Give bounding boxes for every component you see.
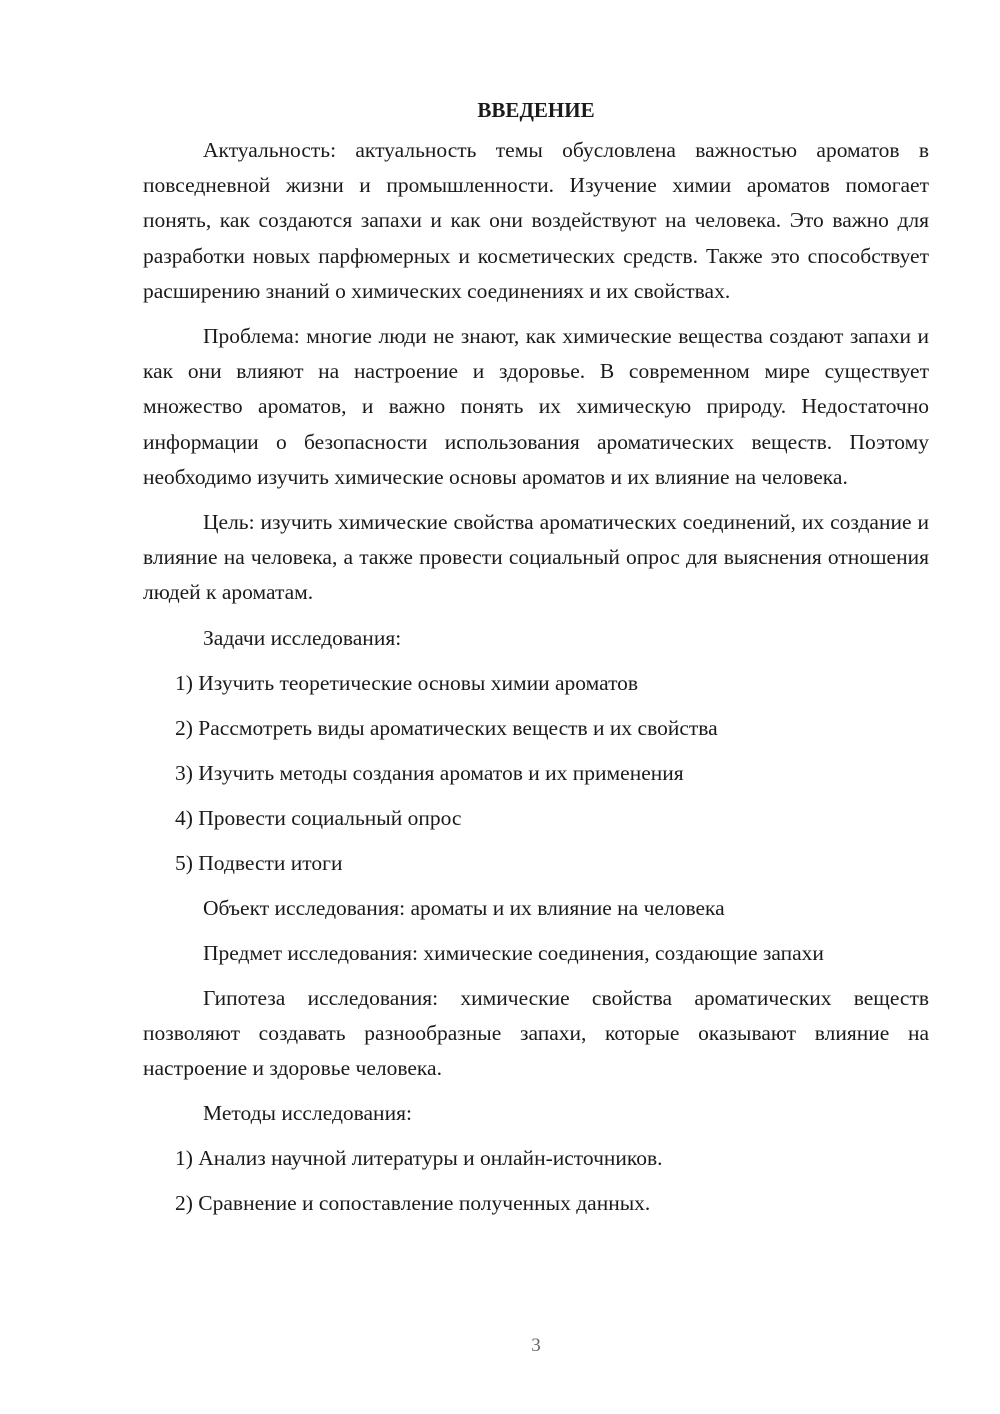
list-item: 5) Подвести итоги xyxy=(175,850,343,875)
list-item: 2) Рассмотреть виды ароматических веществ и их свойства xyxy=(175,715,718,740)
tasks-list xyxy=(143,666,929,881)
list-item: 3) Изучить методы создания ароматов и их применения xyxy=(175,760,684,785)
document-page xyxy=(143,95,929,1231)
goal-paragraph: Цель: изучить химические свойства ароматических соединений, их создание и влияние на человека, а также провести социальный опрос для выяснения отношения людей к ароматам. xyxy=(143,510,929,605)
list-item: 4) Провести социальный опрос xyxy=(175,805,462,830)
list-item: 1) Изучить теоретические основы химии ароматов xyxy=(175,670,639,695)
tasks-heading: Задачи исследования: xyxy=(203,625,402,650)
object-paragraph: Объект исследования: ароматы и их влияние на человека xyxy=(203,895,725,920)
list-item: 1) Анализ научной литературы и онлайн-источников. xyxy=(175,1146,663,1171)
page-number: 3 xyxy=(531,1335,541,1356)
hypothesis-paragraph: Гипотеза исследования: химические свойства ароматических веществ позволяют создавать разнообразные запахи, которые оказывают влияние на настроение и здоровье человека. xyxy=(143,985,929,1081)
methods-heading: Методы исследования: xyxy=(203,1101,412,1126)
methods-list xyxy=(143,1141,929,1221)
subject-paragraph: Предмет исследования: химические соединения, создающие запахи xyxy=(203,940,824,965)
relevance-paragraph: Актуальность: актуальность темы обусловлена важностью ароматов в повседневной жизни и промышленности. Изучение химии ароматов помогает понять, как создаются запахи и как они воздействуют на человека. Это важно для разработки новых парфюмерных и косметических средств. Также это способствует расширению знаний о химических соединениях и их свойствах. xyxy=(143,138,929,303)
problem-paragraph: Проблема: многие люди не знают, как химические вещества создают запахи и как они влияют на настроение и здоровье. В современном мире существует множество ароматов, и важно понять их химическую природу. Недостаточно информации о безопасности использования ароматических веществ. Поэтому необходимо изучить химические основы ароматов и их влияние на человека. xyxy=(143,324,929,489)
page-title: ВВЕДЕНИЕ xyxy=(477,98,595,122)
list-item: 2) Сравнение и сопоставление полученных данных. xyxy=(175,1191,651,1216)
